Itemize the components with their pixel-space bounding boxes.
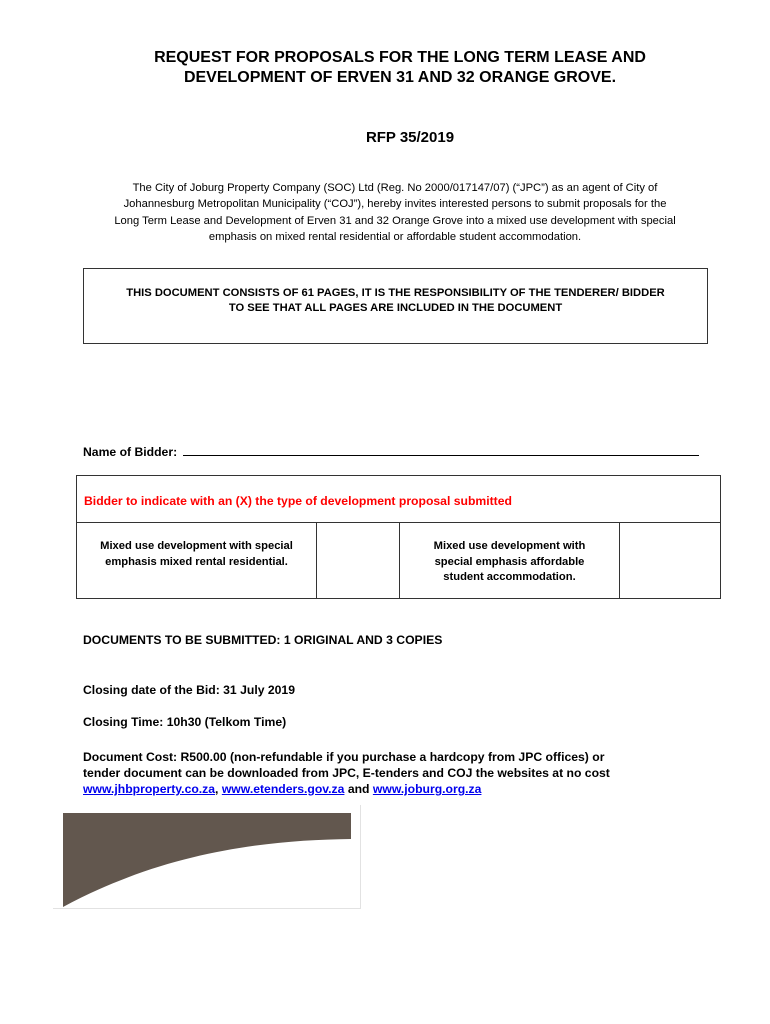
- title-line-2: DEVELOPMENT OF ERVEN 31 AND 32 ORANGE GROVE.: [183, 69, 617, 86]
- bidder-name-field: [83, 444, 699, 459]
- document-title: [60, 48, 740, 88]
- cost-links-line: [83, 781, 714, 797]
- closing-date: Closing date of the Bid: 31 July 2019: [83, 683, 295, 697]
- link-separator: ,: [215, 782, 219, 796]
- option-2-line-1: Mixed use development with: [433, 540, 586, 552]
- option-1-line-1: Mixed use development with special: [100, 540, 293, 552]
- option-1-line-2: emphasis mixed rental residential.: [105, 555, 288, 568]
- cost-line-2: tender document can be downloaded from JPC, E-tenders and COJ the websites at no cost: [83, 766, 610, 780]
- logo-swoosh-shape: [63, 813, 351, 907]
- proposal-type-table: [76, 475, 721, 599]
- closing-time: Closing Time: 10h30 (Telkom Time): [83, 715, 287, 729]
- proposal-instruction: Bidder to indicate with an (X) the type of development proposal submitted: [77, 476, 720, 523]
- proposal-options-row: [77, 523, 720, 598]
- jpc-logo-swoosh-icon: [53, 805, 361, 909]
- intro-line-1: The City of Joburg Property Company (SOC) Ltd (Reg. No 2000/017147/07) (“JPC”) as an agent of City of: [132, 182, 658, 194]
- option-2-line-3: student accommodation.: [443, 571, 576, 583]
- intro-line-2: Johannesburg Metropolitan Municipality (“COJ”), hereby invites interested persons to submit proposals for the: [123, 198, 667, 211]
- intro-paragraph: [72, 180, 718, 246]
- cost-line-1: Document Cost: R500.00 (non-refundable if you purchase a hardcopy from JPC offices) or: [83, 750, 605, 764]
- document-cost-paragraph: [83, 749, 714, 797]
- option-1-label-cell: [77, 523, 317, 598]
- etenders-link[interactable]: www.etenders.gov.za: [221, 782, 345, 796]
- bidder-name-blank-line[interactable]: [183, 444, 699, 456]
- intro-line-3: Long Term Lease and Development of Erven 31 and 32 Orange Grove into a mixed use development with special: [114, 214, 676, 227]
- jpc-logo-frame: [53, 805, 361, 909]
- joburg-link[interactable]: www.joburg.org.za: [372, 782, 482, 796]
- jhbproperty-link[interactable]: www.jhbproperty.co.za: [83, 782, 216, 796]
- option-2-mark-box[interactable]: [620, 523, 720, 598]
- notice-line-1: THIS DOCUMENT CONSISTS OF 61 PAGES, IT IS THE RESPONSIBILITY OF THE TENDERER/ BIDDER: [126, 287, 665, 299]
- page-count-notice-box: [83, 268, 708, 344]
- notice-line-2: TO SEE THAT ALL PAGES ARE INCLUDED IN THE DOCUMENT: [228, 302, 563, 314]
- option-2-line-2: special emphasis affordable: [434, 555, 585, 568]
- rfp-number: RFP 35/2019: [365, 129, 455, 146]
- and-word: and: [347, 782, 370, 796]
- intro-line-4: emphasis on mixed rental residential or affordable student accommodation.: [208, 231, 582, 244]
- option-2-label-cell: [400, 523, 620, 598]
- title-line-1: REQUEST FOR PROPOSALS FOR THE LONG TERM LEASE AND: [154, 49, 646, 66]
- bidder-name-label: Name of Bidder:: [83, 445, 178, 459]
- documents-to-submit: DOCUMENTS TO BE SUBMITTED: 1 ORIGINAL AND 3 COPIES: [83, 633, 443, 647]
- option-1-mark-box[interactable]: [317, 523, 400, 598]
